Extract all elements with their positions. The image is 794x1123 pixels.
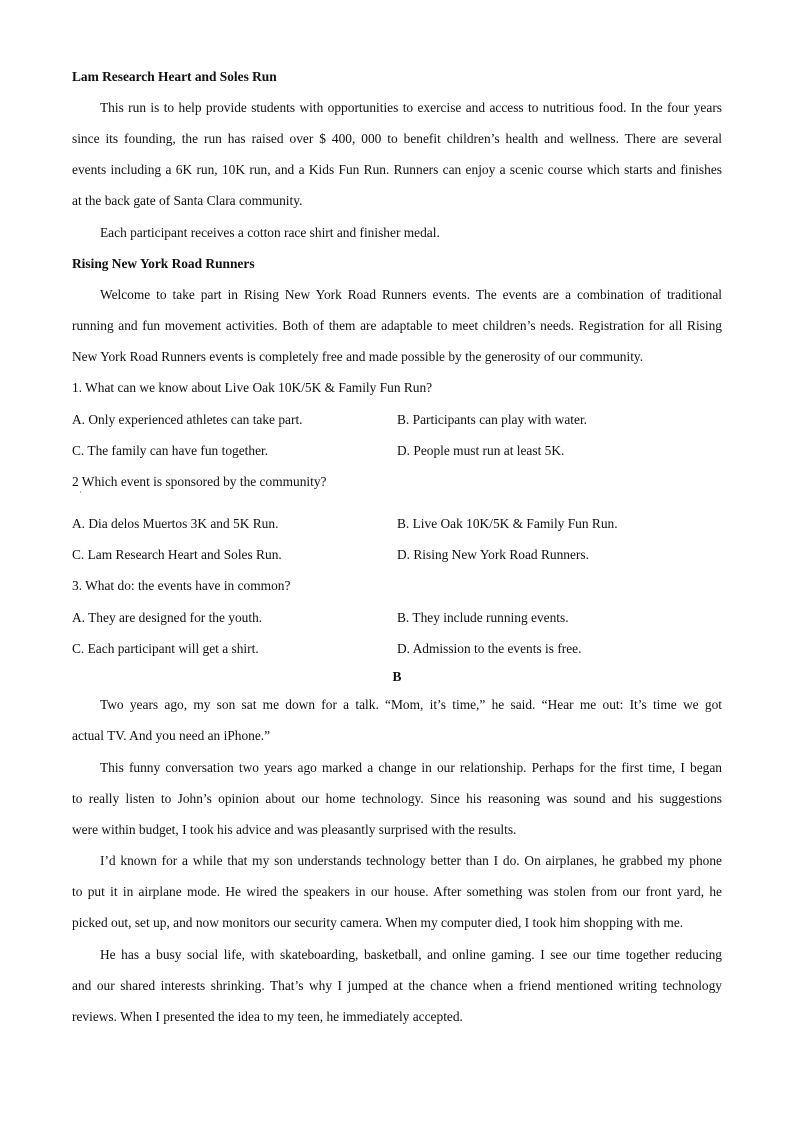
event-description-line: since its founding, the run has raised over $ 400, 000 to benefit children’s health and wellness. There are several <box>72 131 722 146</box>
question-stem-3: 3. What do: the events have in common? <box>72 578 291 593</box>
event-title-rising-new-york: Rising New York Road Runners <box>72 256 255 271</box>
passage-line: and our shared interests shrinking. That’s why I jumped at the chance when a friend mentioned writing technology <box>72 978 722 993</box>
section-label-b: B <box>392 669 402 684</box>
passage-line: were within budget, I took his advice and was pleasantly surprised with the results. <box>72 822 517 837</box>
passage-line: He has a busy social life, with skateboarding, basketball, and online gaming. I see our time together reducing <box>100 947 722 962</box>
event-description-line: This run is to help provide students with opportunities to exercise and access to nutritious food. In the four years <box>100 100 722 115</box>
passage-line: to put it in airplane mode. He wired the speakers in our house. After something was stolen from our front yard, he <box>72 884 722 899</box>
event-description-line: Welcome to take part in Rising New York Road Runners events. The events are a combination of traditional <box>100 287 722 302</box>
event-title-lam-research: Lam Research Heart and Soles Run <box>72 69 277 84</box>
stray-mark: · <box>79 487 82 497</box>
question-2-option-d: D. Rising New York Road Runners. <box>397 547 589 562</box>
question-2-option-c: C. Lam Research Heart and Soles Run. <box>72 547 282 562</box>
event-description-line: Each participant receives a cotton race shirt and finisher medal. <box>100 225 440 240</box>
event-description-line: New York Road Runners events is completely free and made possible by the generosity of our community. <box>72 349 644 364</box>
question-3-option-a: A. They are designed for the youth. <box>72 610 263 625</box>
question-stem-1: 1. What can we know about Live Oak 10K/5K & Family Fun Run? <box>72 380 433 395</box>
passage-line: actual TV. And you need an iPhone.” <box>72 728 271 743</box>
question-3-option-d: D. Admission to the events is free. <box>397 641 582 656</box>
question-3-option-b: B. They include running events. <box>397 610 569 625</box>
question-1-option-d: D. People must run at least 5K. <box>397 443 565 458</box>
passage-line: Two years ago, my son sat me down for a talk. “Mom, it’s time,” he said. “Hear me out: It’s time we got <box>100 697 722 712</box>
question-2-option-b: B. Live Oak 10K/5K & Family Fun Run. <box>397 516 618 531</box>
question-stem-2: 2 Which event is sponsored by the community? <box>72 474 327 489</box>
passage-line: This funny conversation two years ago marked a change in our relationship. Perhaps for the first time, I began <box>100 760 722 775</box>
passage-line: picked out, set up, and now monitors our security camera. When my computer died, I took him shopping with me. <box>72 915 684 930</box>
passage-line: I’d known for a while that my son understands technology better than I do. On airplanes, he grabbed my phone <box>100 853 722 868</box>
question-1-option-b: B. Participants can play with water. <box>397 412 588 427</box>
question-1-option-a: A. Only experienced athletes can take part. <box>72 412 303 427</box>
event-description-line: running and fun movement activities. Both of them are adaptable to meet children’s needs. Registration for all Rising <box>72 318 722 333</box>
passage-line: reviews. When I presented the idea to my teen, he immediately accepted. <box>72 1009 463 1024</box>
question-2-option-a: A. Dia delos Muertos 3K and 5K Run. <box>72 516 279 531</box>
event-description-line: at the back gate of Santa Clara community. <box>72 193 303 208</box>
question-3-option-c: C. Each participant will get a shirt. <box>72 641 259 656</box>
passage-line: to really listen to John’s opinion about our home technology. Since his reasoning was sound and his suggestions <box>72 791 722 806</box>
question-1-option-c: C. The family can have fun together. <box>72 443 269 458</box>
event-description-line: events including a 6K run, 10K run, and a Kids Fun Run. Runners can enjoy a scenic course which starts and finishes <box>72 162 722 177</box>
